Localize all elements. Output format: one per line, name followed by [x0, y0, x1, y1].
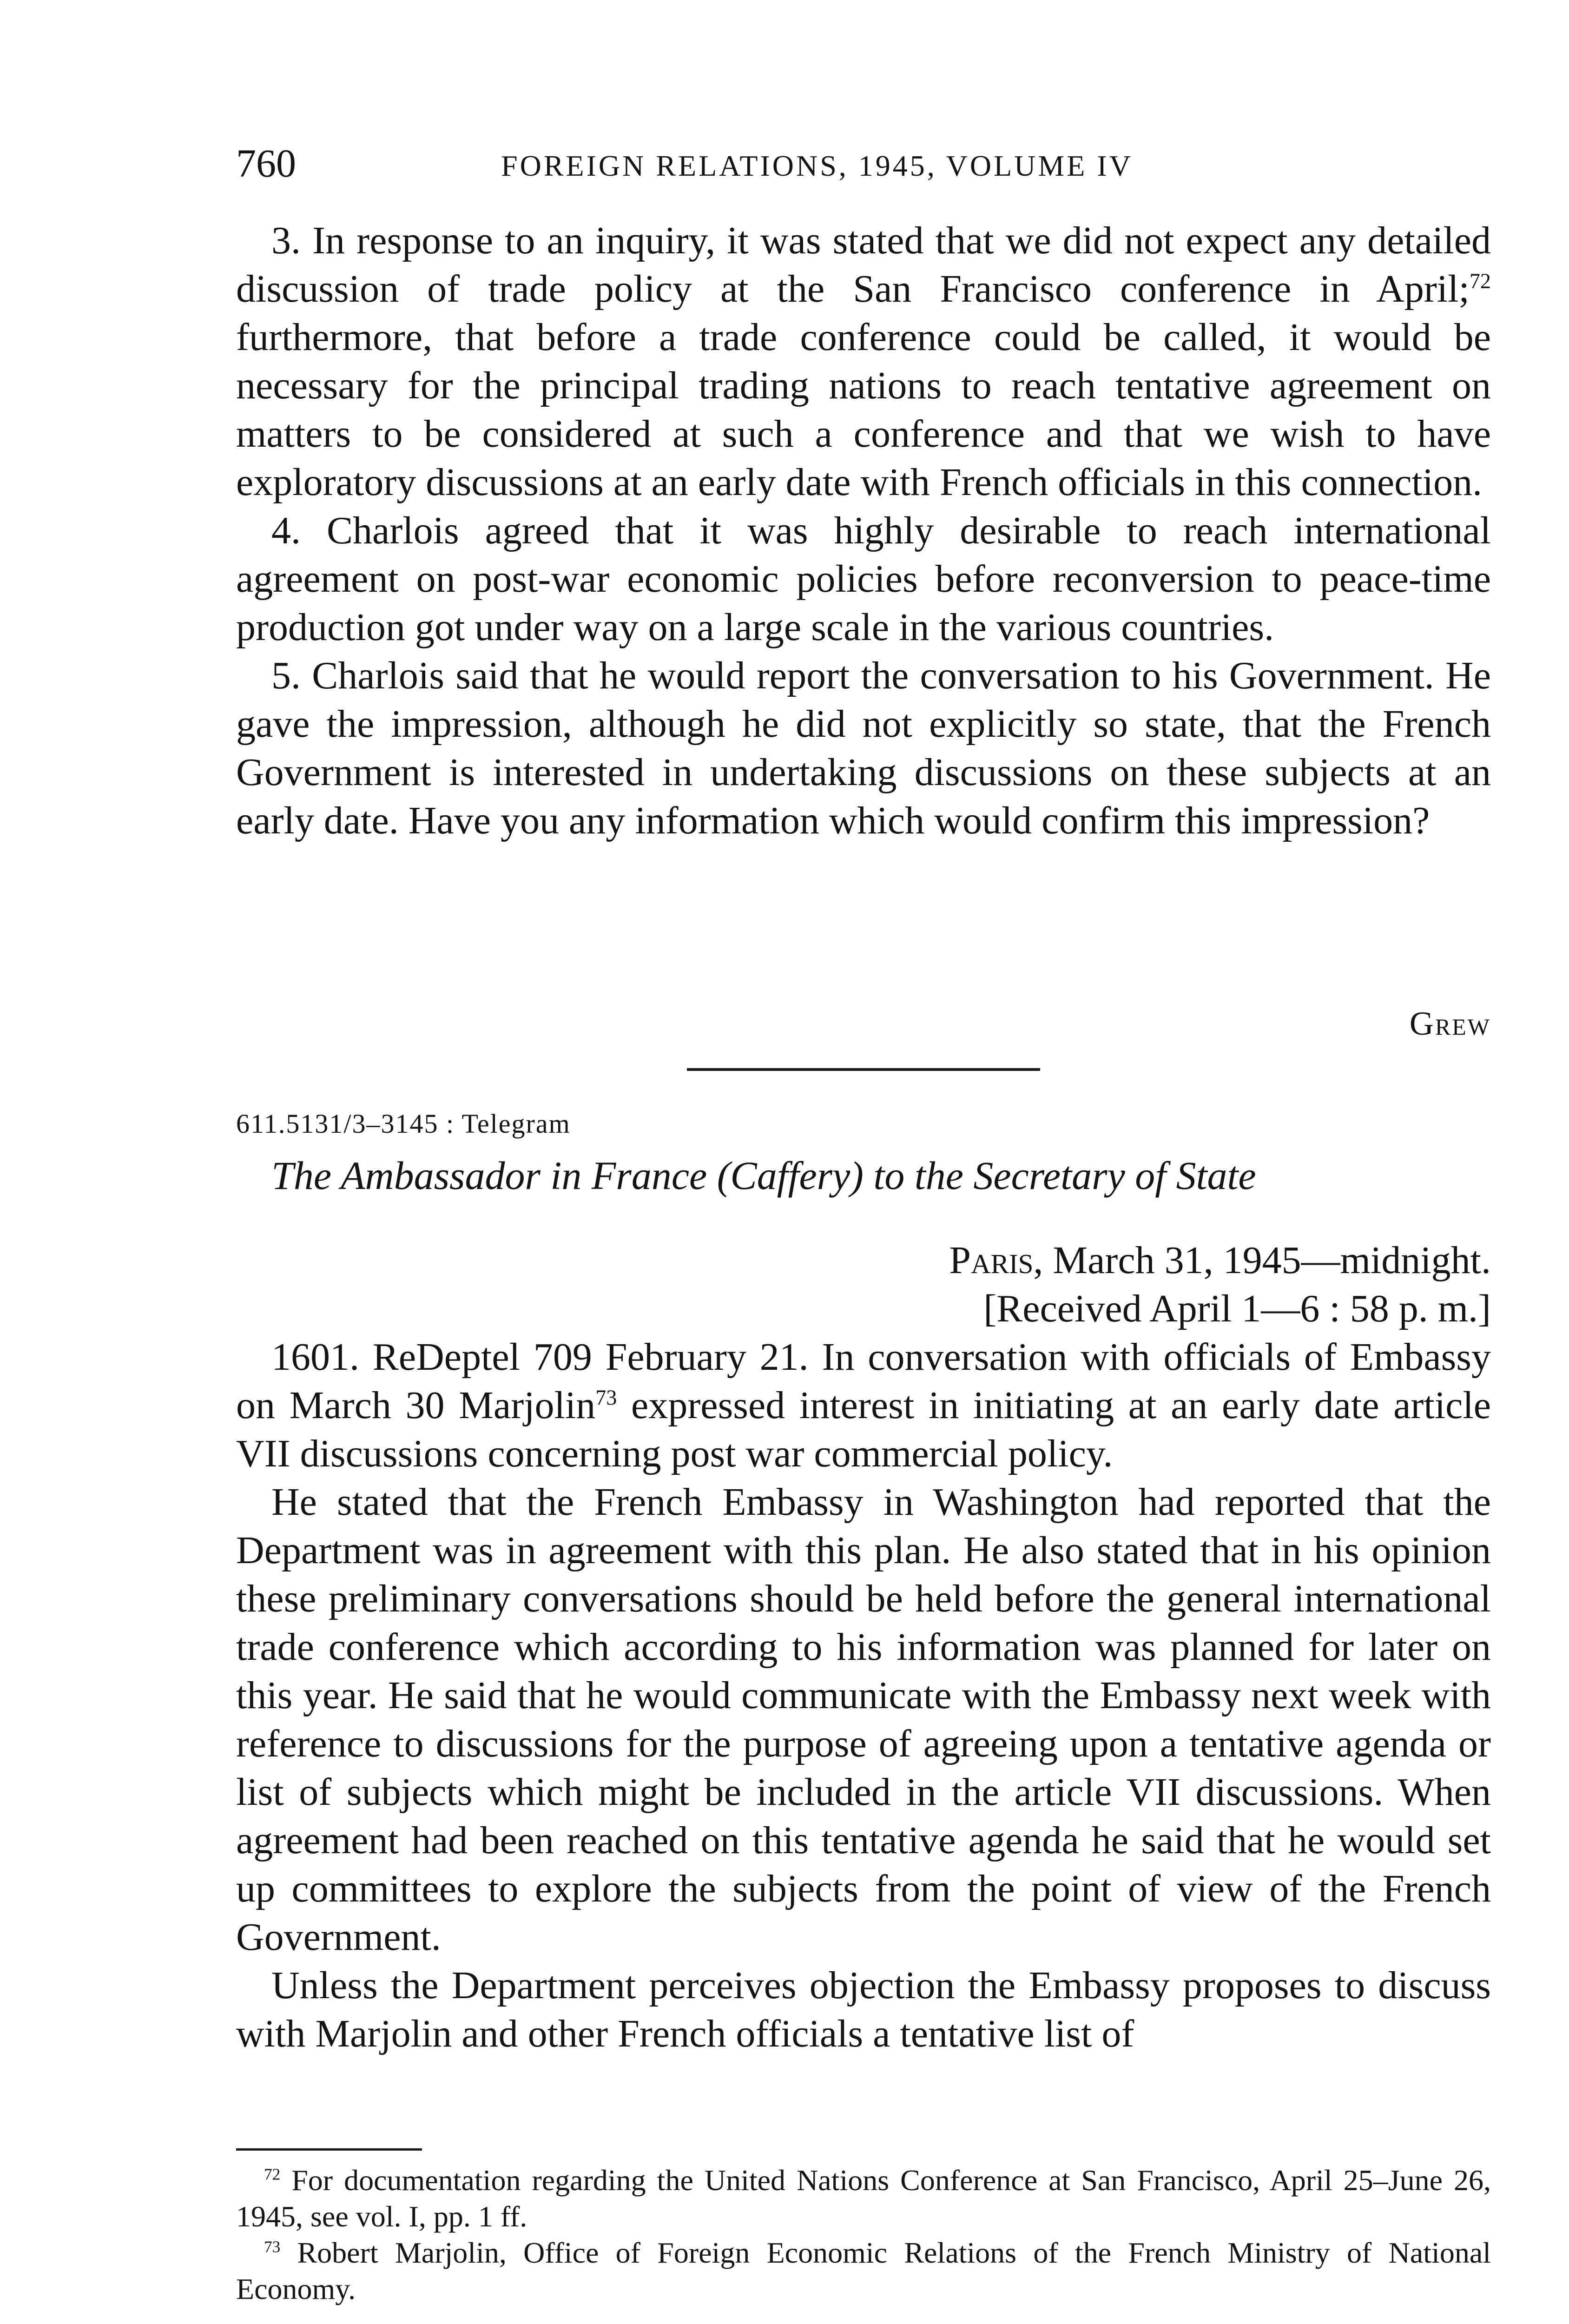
- footnotes: [236, 2162, 1491, 2307]
- section-divider: [687, 1068, 1040, 1071]
- page-header: [236, 138, 1491, 189]
- footnote-divider: [236, 2148, 422, 2151]
- footnote: [236, 2162, 1491, 2235]
- received-line: [Received April 1—6 : 58 p. m.]: [983, 1287, 1491, 1330]
- file-reference: 611.5131/3–3145 : Telegram: [236, 1109, 571, 1139]
- paragraph: 1601. ReDeptel 709 February 21. In conversation with officials of Embassy on March 30 Marjolin$^{73}$ expressed interest in initiating at an early date article VII discussions concerning post war commercial policy.: [236, 1335, 1491, 1475]
- document-title: The Ambassador in France (Caffery) to the Secretary of State: [271, 1153, 1256, 1198]
- footnote: [236, 2235, 1491, 2307]
- footnote-number: 73: [264, 2238, 281, 2256]
- footnote-text: Robert Marjolin, Office of Foreign Economic Relations of the French Ministry of National Economy.: [236, 2236, 1491, 2305]
- paragraph: 4. Charlois agreed that it was highly desirable to reach international agreement on post-war economic policies before reconversion to peace-time production got under way on a large scale in the various countries.: [236, 509, 1491, 649]
- page-number: 760: [236, 141, 296, 185]
- footnote-text: For documentation regarding the United Nations Conference at San Francisco, April 25–June 26, 1945, see vol. I, pp. 1 ff.: [236, 2164, 1491, 2233]
- telegram-body: [236, 1333, 1491, 2058]
- footnote-ref-73: 73: [595, 1386, 617, 1409]
- signature: Grew: [1409, 1005, 1491, 1042]
- running-title: FOREIGN RELATIONS, 1945, VOLUME IV: [501, 149, 1133, 182]
- section1-body: [236, 217, 1491, 845]
- paragraph: Unless the Department perceives objection the Embassy proposes to discuss with Marjolin and other French officials a tentative list of: [236, 1964, 1491, 2055]
- paragraph: 3. In response to an inquiry, it was stated that we did not expect any detailed discussion of trade policy at the San Francisco conference in April;$^{72}$ furthermore, that before a trade conference could be called, it would be necessary for the principal trading nations to reach tentative agreement on matters to be considered at such a conference and that we wish to have exploratory discussions at an early date with French officials in this connection.: [236, 219, 1491, 504]
- dateline-date: , March 31, 1945—midnight.: [1033, 1239, 1491, 1282]
- paragraph: 5. Charlois said that he would report the conversation to his Government. He gave the impression, although he did not explicitly so state, that the French Government is interested in undertaking discussions on these subjects at an early date. Have you any information which would confirm this impression?: [236, 654, 1491, 842]
- footnote-ref-72: 72: [1469, 269, 1491, 293]
- footnote-number: 72: [264, 2165, 281, 2184]
- dateline: [809, 1236, 1491, 1285]
- paragraph: He stated that the French Embassy in Washington had reported that the Department was in agreement with this plan. He also stated that in his opinion these preliminary conversations should be held before the general international trade conference which according to his information was planned for later on this year. He said that he would communicate with the Embassy next week with reference to discussions for the purpose of agreeing upon a tentative agenda or list of subjects which might be included in the article VII discussions. When agreement had been reached on this tentative agenda he said that he would set up committees to explore the subjects from the point of view of the French Government.: [236, 1480, 1491, 1959]
- dateline-place: Paris: [949, 1239, 1034, 1282]
